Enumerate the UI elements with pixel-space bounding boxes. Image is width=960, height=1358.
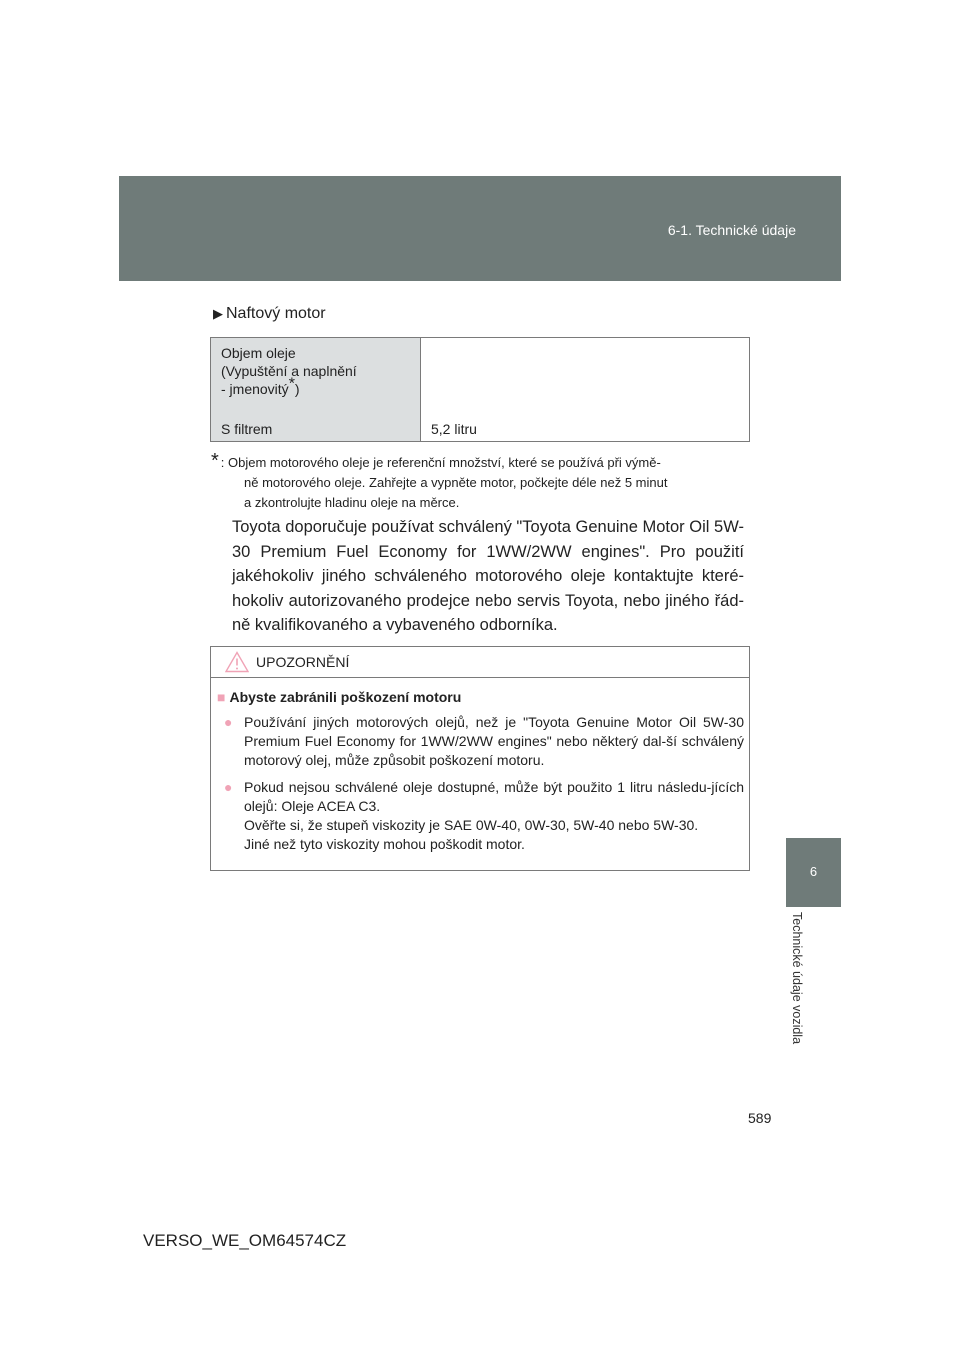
footnote-star: * [288, 375, 295, 393]
header-band [119, 176, 841, 281]
triangle-right-icon: ▶ [213, 306, 223, 321]
warning-header [211, 647, 749, 678]
section-title-text: Naftový motor [226, 305, 326, 322]
chapter-number: 6 [809, 864, 818, 879]
warning-bullet [224, 778, 744, 854]
section-header: 6-1. Technické údaje [667, 222, 796, 238]
spec-row-label: S filtrem [221, 421, 273, 437]
warning-subtitle [217, 688, 461, 707]
warning-bullet-text: Pokud nejsou schválené oleje dostupné, může být použito 1 litru následu-jících olejů: Oleje ACEA C3. [244, 779, 744, 814]
spec-value-cell [421, 338, 749, 441]
document-code: VERSO_WE_OM64574CZ [143, 1231, 347, 1250]
spec-label-line3: - jmenovitý [221, 381, 289, 397]
oil-recommendation-paragraph: Toyota doporučuje používat schválený "Toyota Genuine Motor Oil 5W-30 Premium Fuel Economy for 1WW/2WW engines". Pro použití jakéhokoliv jiného schváleného motorového oleje kontaktujte které-hokoliv autorizovaného prodejce nebo servis Toyota, nebo jiného řád-ně kvalifikovaného a vybaveného odborníka. [232, 518, 744, 634]
square-bullet-icon: ■ [217, 689, 226, 705]
chapter-label: Technické údaje vozidla [790, 912, 804, 1045]
warning-subtitle-text: Abyste zabránili poškození motoru [229, 689, 462, 705]
footnote [211, 451, 745, 513]
warning-bullet-text-line2: Ověřte si, že stupeň viskozity je SAE 0W-40, 0W-30, 5W-40 nebo 5W-30. [244, 817, 699, 833]
spec-label-close: ) [294, 381, 300, 397]
spec-label-line1: Objem oleje [221, 345, 296, 361]
spec-label [221, 344, 357, 398]
warning-bullet-text: Používání jiných motorových olejů, než je "Toyota Genuine Motor Oil 5W-30 Premium Fuel Economy for 1WW/2WW engines" nebo některý dal-ší schválený motorový olej, může způsobit poškození motoru. [244, 714, 744, 768]
warning-box [210, 646, 750, 871]
warning-bullet-text-line3: Jiné než tyto viskozity mohou poškodit motor. [244, 836, 525, 852]
warning-title: UPOZORNĚNÍ [256, 654, 350, 670]
spec-label-cell [211, 338, 421, 441]
chapter-tab [786, 838, 841, 907]
footnote-line2: ně motorového oleje. Zahřejte a vypněte motor, počkejte déle než 5 minut [244, 475, 668, 490]
circle-bullet-icon: ● [224, 779, 233, 795]
page-number: 589 [748, 1110, 772, 1126]
footnote-line1: : Objem motorového oleje je referenční množství, které se používá při výmě- [220, 455, 661, 470]
spec-row-value: 5,2 litru [431, 421, 477, 437]
footnote-marker: * [211, 450, 219, 472]
circle-bullet-icon: ● [224, 714, 233, 730]
footnote-line3: a zkontrolujte hladinu oleje na měrce. [244, 495, 460, 510]
section-title [213, 305, 326, 323]
warning-triangle-icon [225, 651, 249, 678]
spec-label-line2: (Vypuštění a naplnění [221, 363, 357, 379]
warning-bullet [224, 713, 744, 770]
spec-table [210, 337, 750, 442]
